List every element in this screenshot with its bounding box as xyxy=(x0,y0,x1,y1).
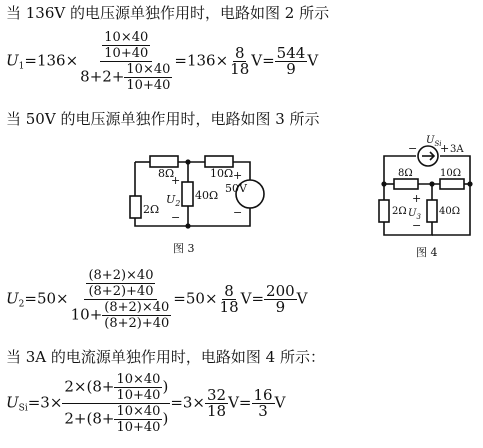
eq2-den-prefix: 10+ xyxy=(70,305,103,324)
eq1-lhs: U xyxy=(6,51,19,70)
eq3-big-fraction: 2×(8+ $\frac{10\times 40}{10+40}$ ) 2+(8+ $\frac{10\times 40}{10+40}$ ) xyxy=(64,372,169,435)
eq1-frac2: $\frac{8}{18}$ xyxy=(230,44,250,78)
fig4-r2-label: 2Ω xyxy=(392,206,407,217)
fig3-u2-label: $U_2$ xyxy=(166,193,181,208)
eq3-mid2: V= xyxy=(228,393,252,412)
eq2-lhs-sub: 2 xyxy=(18,299,25,310)
eq1-den-prefix: 8+2+ xyxy=(80,67,125,86)
eq1-den-den: 10+40 xyxy=(126,78,171,93)
fig3-plus: + xyxy=(233,169,243,182)
fig3-minus: − xyxy=(233,206,243,219)
fig4-u3-label: $U_3$ xyxy=(408,208,421,221)
fig3-r40-label: 40Ω xyxy=(195,189,219,202)
fig4-caption: 图 4 xyxy=(416,246,438,259)
eq3-den-inner-num: 10×40 xyxy=(116,404,161,419)
fig4-src-label: 3A xyxy=(450,144,464,155)
section-heading-50v: 当 50V 的电压源单独作用时，电路如图 3 所示 xyxy=(6,110,320,128)
eq1-unit: V xyxy=(307,51,319,70)
eq3-den-inner-den: 10+40 xyxy=(116,420,161,435)
fig4-r40-label: 40Ω xyxy=(439,206,461,217)
fig3-u2-minus: − xyxy=(171,211,181,224)
eq2-frac2: $\frac{8}{18}$ xyxy=(219,282,239,316)
fig3-src-label: 50V xyxy=(225,182,247,195)
eq2-den-num: (8+2)×40 xyxy=(104,300,170,315)
eq2-den-den: (8+2)+40 xyxy=(104,316,170,331)
fig4-usi-plus: + xyxy=(440,142,450,155)
eq3-lhs: U xyxy=(6,393,19,412)
section-heading-3a: 当 3A 的电流源单独作用时，电路如图 4 所示： xyxy=(6,348,325,366)
equation-usi xyxy=(6,372,285,435)
eq1-num-den: 10+40 xyxy=(104,46,149,61)
fig3-r8-label: 8Ω xyxy=(158,167,175,180)
eq3-num-inner-den: 10+40 xyxy=(116,388,161,403)
eq2-num-den: (8+2)+40 xyxy=(88,284,154,299)
eq1-den-num: 10×40 xyxy=(126,62,171,77)
fig4-r8-label: 8Ω xyxy=(398,168,413,179)
fig3-caption: 图 3 xyxy=(173,242,195,255)
section-heading-136v: 当 136V 的电压源单独作用时，电路如图 2 所示 xyxy=(6,4,330,22)
fig4-usi-minus: − xyxy=(408,142,418,155)
eq1-start: =136× xyxy=(24,51,79,70)
figure-4-circuit xyxy=(370,132,480,262)
fig4-r10-label: 10Ω xyxy=(440,168,462,179)
equation-u1 xyxy=(6,30,318,93)
eq3-num-inner-num: 10×40 xyxy=(116,372,161,387)
eq1-mid2: V= xyxy=(251,51,275,70)
fig4-u3-plus: + xyxy=(412,192,422,205)
eq3-frac3: $\frac{16}{3}$ xyxy=(253,386,273,420)
eq2-start: =50× xyxy=(24,289,69,308)
eq2-unit: V xyxy=(296,289,308,308)
eq1-mid: =136× xyxy=(174,51,229,70)
fig4-u3-minus: − xyxy=(412,219,422,232)
eq2-mid: =50× xyxy=(173,289,218,308)
fig3-r10-label: 10Ω xyxy=(210,167,234,180)
equation-u2 xyxy=(6,268,308,331)
eq1-big-fraction xyxy=(78,30,174,93)
eq3-mid: =3× xyxy=(170,393,205,412)
eq3-unit: V xyxy=(274,393,286,412)
eq1-frac3: $\frac{544}{9}$ xyxy=(276,44,306,78)
fig3-u2-plus: + xyxy=(171,174,181,187)
eq1-num-num: 10×40 xyxy=(104,30,149,45)
eq2-big-fraction xyxy=(69,268,174,331)
eq2-mid2: V= xyxy=(240,289,265,308)
eq2-frac3: $\frac{200}{9}$ xyxy=(266,282,295,316)
eq3-start: =3× xyxy=(27,393,63,412)
eq3-frac2: $\frac{32}{18}$ xyxy=(207,386,227,420)
figure-3-circuit xyxy=(120,140,290,260)
fig4-usi-label: $U_{Si}$ xyxy=(426,135,442,148)
eq2-lhs: U xyxy=(6,289,19,308)
eq2-num-num: (8+2)×40 xyxy=(88,268,154,283)
eq3-lhs-sub: Si xyxy=(18,403,28,414)
eq1-lhs-sub: 1 xyxy=(18,61,25,72)
fig3-r2-label: 2Ω xyxy=(143,203,160,216)
